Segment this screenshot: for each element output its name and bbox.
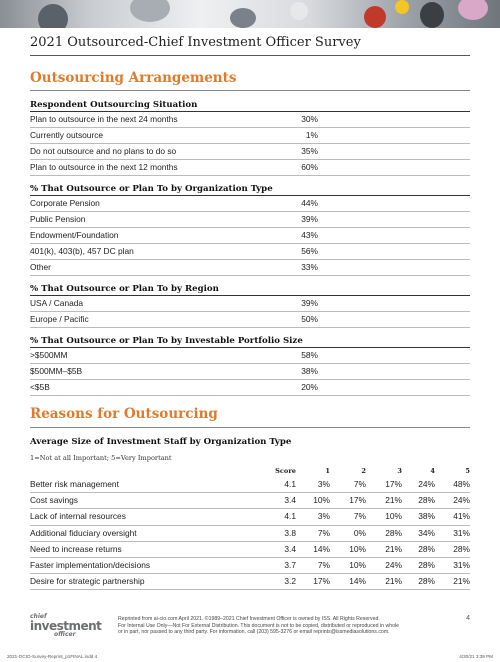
column-header: 1 [325,467,330,475]
illustration-shape [458,0,488,20]
row-label: Europe / Pacific [30,314,89,324]
reprint-notice-line: Reprinted from ai-cio.com April 2021. ©1989–2021 Chief Investment Officer is owned by ISS. All Rights Reserved. [118,616,380,622]
row-value: 38% [301,366,318,376]
table-row [30,260,470,276]
table-cell: 7% [317,559,330,570]
logo-text: investment [30,619,102,633]
table-cell: 14% [313,543,330,554]
section-divider [30,427,470,428]
table-title: % That Outsource or Plan To by Organization Type [30,182,470,196]
table-cell: 7% [353,511,366,522]
table-cell: 7% [317,527,330,538]
table-cell: 28% [418,495,435,506]
column-header: 4 [430,467,435,475]
region-table [30,282,470,328]
illustration-shape [420,2,444,28]
row-label: Desire for strategic partnership [30,576,145,587]
row-label: <$5B [30,382,50,392]
table-cell: 24% [418,479,435,489]
table-row [30,348,470,364]
table-row [30,574,470,590]
table-row [30,558,470,574]
row-value: 20% [301,382,318,392]
table-row [30,212,470,228]
table-cell: 21% [385,495,402,506]
table-cell: 3% [317,511,330,522]
reprint-notice [118,616,438,636]
column-header: 2 [361,467,366,475]
row-label: Endowment/Foundation [30,230,119,240]
table-cell: 41% [453,511,470,522]
row-label: Cost savings [30,495,78,506]
table-title: % That Outsource or Plan To by Region [30,282,470,296]
table-cell: 10% [313,495,330,506]
table-header-row [30,465,470,477]
row-label: Faster implementation/decisions [30,559,151,570]
table-cell: 10% [385,511,402,522]
title-divider [30,55,470,56]
table-cell: 3.8 [284,527,296,538]
section-divider [30,90,470,91]
table-row [30,160,470,176]
table-cell: 28% [418,559,435,570]
organization-type-table [30,182,470,276]
row-label: Public Pension [30,214,86,224]
row-label: Better risk management [30,479,119,489]
table-cell: 21% [385,576,402,587]
table-row [30,526,470,542]
table-row [30,228,470,244]
illustration-shape [395,0,409,14]
table-cell: 3.4 [284,543,296,554]
table-cell: 17% [385,479,402,489]
table-title: Respondent Outsourcing Situation [30,98,470,112]
table-row [30,312,470,328]
table-cell: 24% [453,495,470,506]
table-row [30,196,470,212]
table-cell: 48% [453,479,470,489]
table-cell: 28% [385,527,402,538]
logo-text: officer [54,631,76,638]
table-cell: 14% [349,576,366,587]
portfolio-size-table [30,334,470,396]
scale-note: 1=Not at all Important; 5=Very Important [30,454,172,462]
row-label: Plan to outsource in the next 24 months [30,114,178,124]
column-header: 3 [397,467,402,475]
reprint-notice-line: For Internal Use Only—Not For External Distribution. This document is not to be copied, distributed or reproduced in whole [118,622,400,629]
table-row [30,296,470,312]
section-heading-reasons: Reasons for Outsourcing [30,406,218,422]
table-row [30,364,470,380]
reasons-table [30,465,470,590]
row-value: 30% [301,114,318,124]
table-row [30,380,470,396]
row-value: 43% [301,230,318,240]
table-row [30,493,470,509]
table-cell: 28% [418,543,435,554]
table-row [30,509,470,525]
survey-title: 2021 Outsourced-Chief Investment Officer Survey [30,35,361,50]
illustration-shape [364,6,386,28]
row-value: 39% [301,298,318,308]
row-value: 58% [301,350,318,360]
row-value: 56% [301,246,318,256]
table-cell: 3.7 [284,559,296,570]
row-value: 44% [301,198,318,208]
section-heading-arrangements: Outsourcing Arrangements [30,70,237,86]
row-label: Additional fiduciary oversight [30,527,137,538]
outsourcing-situation-table [30,98,470,176]
column-header: 5 [465,467,470,475]
column-header: Score [275,467,296,475]
row-value: 60% [301,162,318,172]
print-timestamp: 4/30/21 3:39 PM [459,654,493,659]
table-cell: 17% [313,576,330,587]
table-cell: 21% [453,576,470,587]
table-cell: 0% [353,527,366,538]
table-cell: 3.4 [284,495,296,506]
page-number: 4 [466,615,470,622]
publication-logo [30,613,102,638]
row-value: 1% [305,130,318,140]
table-cell: 28% [453,543,470,554]
table-cell: 24% [385,559,402,570]
table-cell: 4.1 [284,479,296,489]
row-label: Do not outsource and no plans to do so [30,146,177,156]
row-label: 401(k), 403(b), 457 DC plan [30,246,134,256]
table-cell: 7% [353,479,366,489]
table-cell: 38% [418,511,435,522]
table-cell: 31% [453,559,470,570]
row-label: $500MM–$5B [30,366,83,376]
table-row [30,244,470,260]
table-cell: 4.1 [284,511,296,522]
illustration-shape [38,4,68,28]
row-label: USA / Canada [30,298,84,308]
row-label: Need to increase returns [30,543,122,554]
table-cell: 17% [349,495,366,506]
table-row [30,144,470,160]
table-row [30,477,470,493]
header-illustration [0,0,500,28]
table-row [30,128,470,144]
illustration-shape [230,8,256,28]
row-value: 35% [301,146,318,156]
row-label: >$500MM [30,350,68,360]
illustration-shape [290,2,308,20]
table-row [30,112,470,128]
row-value: 33% [301,262,318,272]
file-slug: 2021-OCIO-Survey-Reprint_p1FINAL.indd 4 [7,654,98,659]
table-row [30,542,470,558]
row-label: Corporate Pension [30,198,100,208]
table-cell: 3.2 [284,576,296,587]
table-title: % That Outsource or Plan To by Investable Portfolio Size [30,334,470,348]
staff-table-title: Average Size of Investment Staff by Organization Type [30,437,292,447]
row-label: Currently outsource [30,130,104,140]
row-label: Other [30,262,51,272]
table-cell: 28% [418,576,435,587]
table-cell: 3% [317,479,330,489]
table-cell: 31% [453,527,470,538]
logo-text: chief [30,613,47,620]
row-value: 50% [301,314,318,324]
row-label: Lack of internal resources [30,511,126,522]
table-cell: 34% [418,527,435,538]
table-cell: 10% [349,559,366,570]
row-value: 39% [301,214,318,224]
reprint-notice-line: or in part, nor passed to any third party. For information, call (203) 595-3276 or email reprints@issmediasolutions.com. [118,629,390,636]
row-label: Plan to outsource in the next 12 months [30,162,178,172]
table-cell: 10% [349,543,366,554]
table-cell: 21% [385,543,402,554]
illustration-shape [130,0,170,22]
